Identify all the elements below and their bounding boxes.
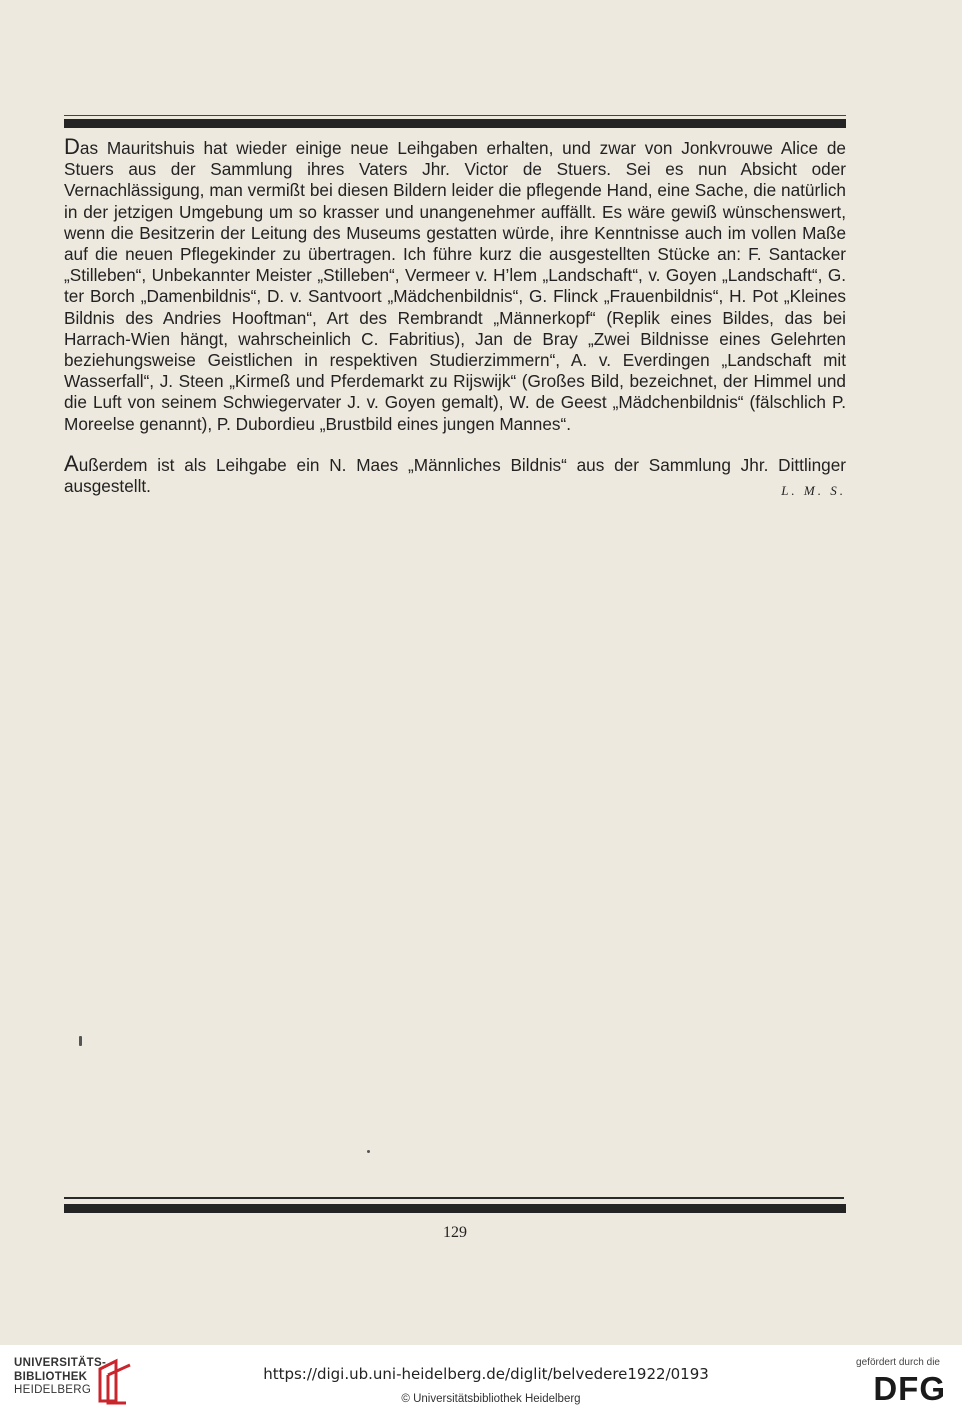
paragraph-2 (64, 450, 846, 499)
scan-speck (79, 1036, 82, 1046)
footer-bar (0, 1345, 962, 1417)
article-body (64, 134, 846, 501)
paragraph-text: ußerdem ist als Leihgabe ein N. Maes „Männliches Bildnis“ aus der Sammlung Jhr. Dittlinger ausgestellt. (64, 454, 846, 497)
bottom-rule (64, 1204, 846, 1213)
copyright-text: © Universitätsbibliothek Heidelberg (401, 1393, 581, 1405)
top-rule (64, 119, 846, 128)
scan-speck (367, 1150, 370, 1153)
document-url-link[interactable]: https://digi.ub.uni-heidelberg.de/diglit/belvedere1922/0193 (263, 1365, 709, 1383)
library-name-line1: UNIVERSITÄTS- (14, 1357, 107, 1369)
library-name-line3: HEIDELBERG (14, 1384, 92, 1396)
dfg-logo[interactable]: DFG (873, 1370, 946, 1407)
library-name-line2: BIBLIOTHEK (14, 1370, 88, 1383)
paragraph-text: as Mauritshuis hat wieder einige neue Leihgaben erhalten, und zwar von Jonkvrouwe Alice de Stuers aus der Sammlung ihres Vaters Jhr. Victor de Stuers. Sei es nun Absicht oder Vernachlässigung, man vermißt bei diesen Bildern leider die pflegende Hand, eine Sache, die natürlich in der jetzigen Umgebung um so krasser und unangenehmer auffällt. Es wäre gewiß wünschenswert, wenn die Besitzerin der Leitung des Museums gestatten würde, ihre Kenntnisse auch im vollen Maße auf die neuen Pflegekinder zu übertragen. Ich führe kurz die ausgestellten Stücke an: F. Santacker „Stilleben“, Unbekannter Meister „Stilleben“, Vermeer v. H’lem „Landschaft“, v. Goyen „Landschaft“, G. ter Borch „Damenbildnis“, D. v. Santvoort „Mädchenbildnis“, G. Flinck „Frauenbildnis“, H. Pot „Kleines Bildnis des Andries Hooftman“, Art des Rembrandt „Männerkopf“ (Replik eines Bildes, das bei Harrach-Wien hängt, wahrscheinlich C. Fabritius), Jan de Bray „Zwei Bildnisse eines Gelehrten beziehungsweise Geistlichen in respektiven Studierzimmern“, A. v. Everdingen „Landschaft mit Wasserfall“, J. Steen „Kirmeß und Pferdemarkt zu Rijswijk“ (Großes Bild, bezeichnet, der Himmel und die Luft von seinem Schwiegervater J. v. Goyen gemalt), W. de Geest „Mädchenbildnis“ (fälschlich P. Moreelse genannt), P. Dubordieu „Brustbild eines jungen Mannes“. (64, 138, 846, 434)
funding-note: gefördert durch die (856, 1357, 940, 1368)
paragraph-1 (64, 134, 846, 435)
initial-letter: D (64, 134, 80, 159)
page-number: 129 (443, 1224, 467, 1241)
bottom-thin-rule (64, 1197, 844, 1199)
initial-letter: A (64, 450, 79, 476)
author-initials: L. M. S. (781, 483, 846, 499)
